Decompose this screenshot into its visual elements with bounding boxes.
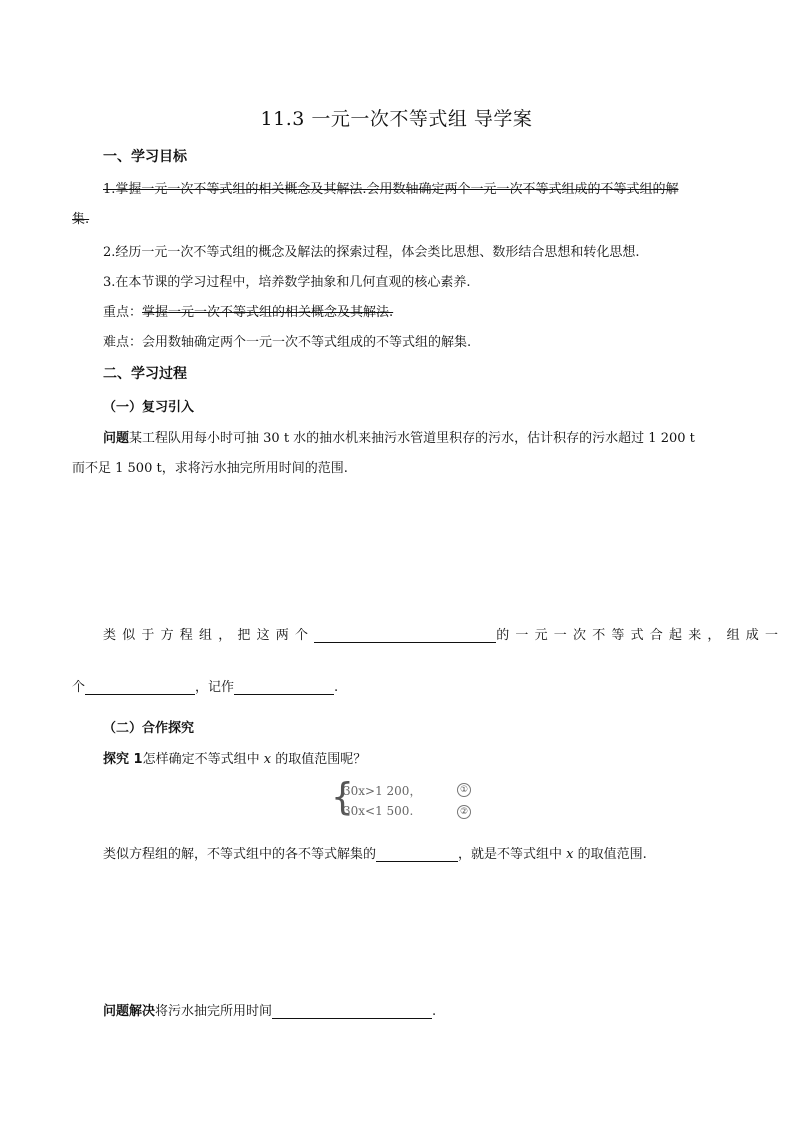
analogy-text-e: .	[334, 680, 339, 695]
system-eq-1: 30x>1 200，	[343, 784, 422, 798]
circled-two-icon: ②	[457, 805, 471, 819]
problem-label: 问题	[103, 431, 130, 446]
analogy-line-1	[103, 624, 784, 643]
analogy-text-d: ，记作	[195, 680, 235, 695]
blank-4[interactable]	[376, 847, 458, 862]
goal-1-text: 1.掌握一元一次不等式组的相关概念及其解法.会用数轴确定两个一元一次不等式组成的不等式组的解	[103, 182, 679, 197]
inequality-system	[331, 775, 491, 822]
problem-line-2: 而不足 1 500 t，求将污水抽完所用时间的范围.	[72, 461, 348, 476]
resolve-text: 将污水抽完所用时间	[155, 1004, 273, 1019]
resolve-label: 问题解决	[103, 1004, 156, 1019]
explore-text-a: 怎样确定不等式组中	[142, 752, 264, 767]
solution-text-c: 的取值范围.	[573, 847, 647, 862]
circled-one-icon: ①	[457, 783, 471, 797]
part-1-heading: （一）复习引入	[103, 400, 195, 415]
part-2-heading: （二）合作探究	[103, 721, 195, 736]
explore-text-b: 的取值范围呢？	[271, 752, 367, 767]
blank-2[interactable]	[85, 680, 195, 695]
solution-var: x	[566, 847, 574, 862]
blank-1[interactable]	[314, 628, 496, 643]
problem-text: 某工程队用每小时可抽 30 t 水的抽水机来抽污水管道里积存的污水，估计积存的污水超过 1 200 t	[129, 431, 695, 446]
goal-3: 3.在本节课的学习过程中，培养数学抽象和几何直观的核心素养.	[103, 275, 471, 290]
key-point-text: 掌握一元一次不等式组的相关概念及其解法.	[142, 305, 394, 320]
goal-1-line-2	[72, 208, 89, 227]
resolve-end: .	[432, 1004, 437, 1019]
page-title: 11.3 一元一次不等式组 导学案	[260, 108, 533, 130]
analogy-text-b: 的一元一次不等式合起来，组成一	[496, 628, 785, 643]
goal-1-text-cont: 集.	[72, 212, 90, 227]
goal-1-line-1	[103, 178, 679, 197]
analogy-line-2	[72, 676, 338, 695]
blank-5[interactable]	[272, 1004, 432, 1019]
section-heading-process: 二、学习过程	[103, 366, 187, 382]
system-eq-2: 30x<1 500.	[343, 804, 414, 818]
key-point-label: 重点：	[103, 305, 143, 320]
section-heading-goals: 一、学习目标	[103, 149, 187, 165]
blank-3[interactable]	[234, 680, 334, 695]
problem-line-1	[103, 427, 695, 446]
difficulty: 难点：会用数轴确定两个一元一次不等式组成的不等式组的解集.	[103, 335, 472, 350]
solution-line	[103, 843, 647, 862]
goal-2: 2.经历一元一次不等式组的概念及解法的探索过程，体会类比思想、数形结合思想和转化思想.	[103, 245, 640, 260]
explore-var: x	[263, 752, 272, 767]
explore-label: 探究 1	[103, 752, 143, 767]
key-point	[103, 301, 393, 320]
explore-1	[103, 748, 366, 767]
solution-text-a: 类似方程组的解，不等式组中的各不等式解集的	[103, 847, 377, 862]
resolve-line	[103, 1000, 436, 1019]
brace-icon: {	[331, 775, 354, 819]
analogy-text-a: 类似于方程组，把这两个	[103, 628, 315, 643]
solution-text-b: ，就是不等式组中	[458, 847, 567, 862]
analogy-text-c: 个	[72, 680, 86, 695]
